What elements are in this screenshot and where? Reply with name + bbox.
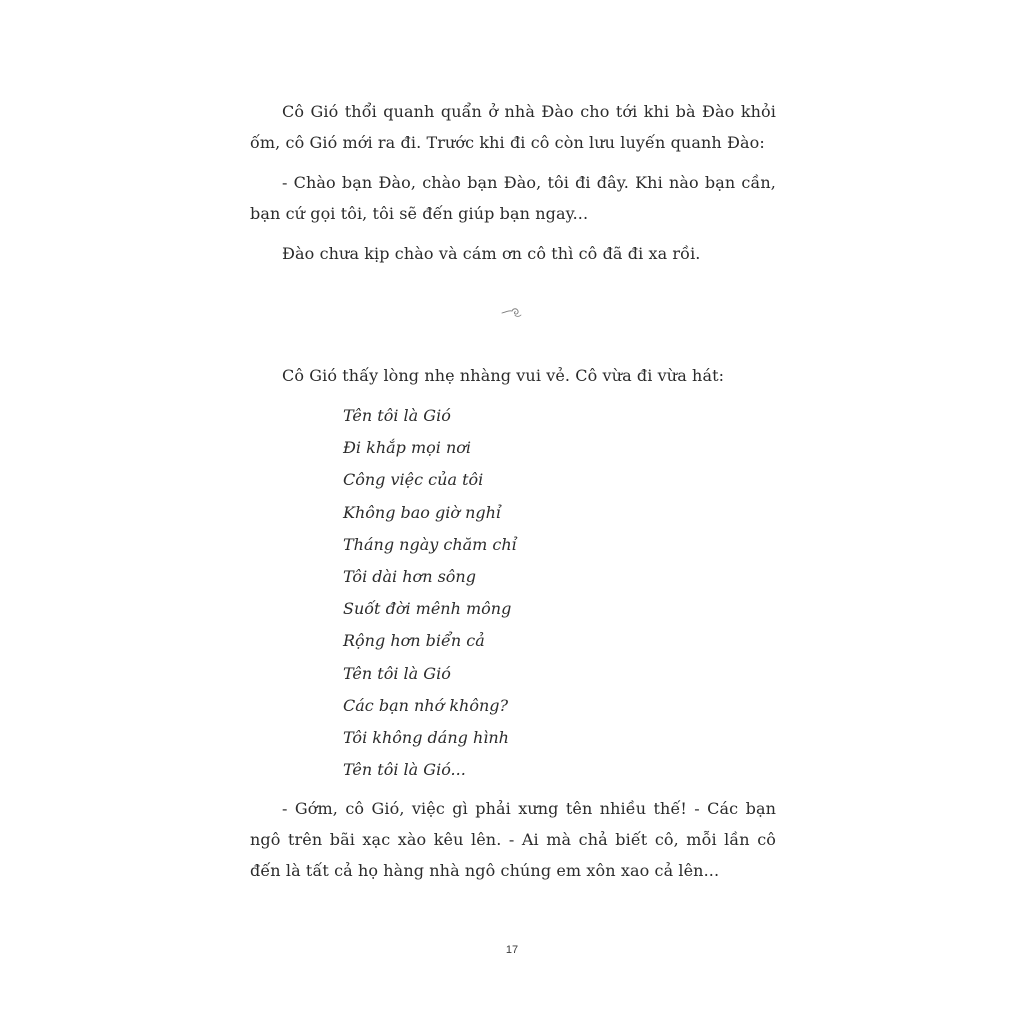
poem-line: Tên tôi là Gió... — [343, 760, 466, 780]
paragraph-1: Cô Gió thổi quanh quẩn ở nhà Đào cho tới khi bà Đào khỏi ốm, cô Gió mới ra đi. Trước khi đi cô còn lưu luyến quanh Đào: — [250, 102, 776, 152]
poem-line: Tôi dài hơn sông — [343, 567, 476, 587]
poem-line: Tên tôi là Gió — [343, 406, 451, 425]
paragraph-3: Đào chưa kịp chào và cám ơn cô thì cô đã đi xa rồi. — [282, 244, 701, 263]
poem-line: Rộng hơn biển cả — [343, 631, 485, 651]
poem-line: Công việc của tôi — [343, 470, 484, 490]
verse-intro-block — [250, 360, 776, 391]
poem-line: Không bao giờ nghỉ — [343, 502, 502, 522]
closing-paragraph: - Gớm, cô Gió, việc gì phải xưng tên nhiều thế! - Các bạn ngô trên bãi xạc xào kêu lên. - Ai mà chả biết cô, mỗi lần cô đến là tất cả họ hàng nhà ngô chúng em xôn xao cả lên... — [250, 799, 776, 880]
paragraph-2: - Chào bạn Đào, chào bạn Đào, tôi đi đây. Khi nào bạn cần, bạn cứ gọi tôi, tôi sẽ đến giúp bạn ngay... — [250, 173, 776, 223]
poem — [343, 400, 703, 786]
poem-line: Suốt đời mênh mông — [343, 599, 512, 619]
poem-line: Các bạn nhớ không? — [343, 695, 509, 715]
top-text-block — [250, 96, 776, 269]
poem-line: Tháng ngày chăm chỉ — [343, 534, 517, 554]
closing-text-block — [250, 793, 776, 886]
page-number: 17 — [505, 944, 519, 956]
poem-line: Tên tôi là Gió — [343, 663, 451, 683]
poem-line: Đi khắp mọi nơi — [343, 438, 472, 458]
swirl-ornament-icon — [500, 304, 524, 320]
poem-line: Tôi không dáng hình — [343, 728, 509, 748]
verse-intro: Cô Gió thấy lòng nhẹ nhàng vui vẻ. Cô vừa đi vừa hát: — [282, 366, 725, 385]
